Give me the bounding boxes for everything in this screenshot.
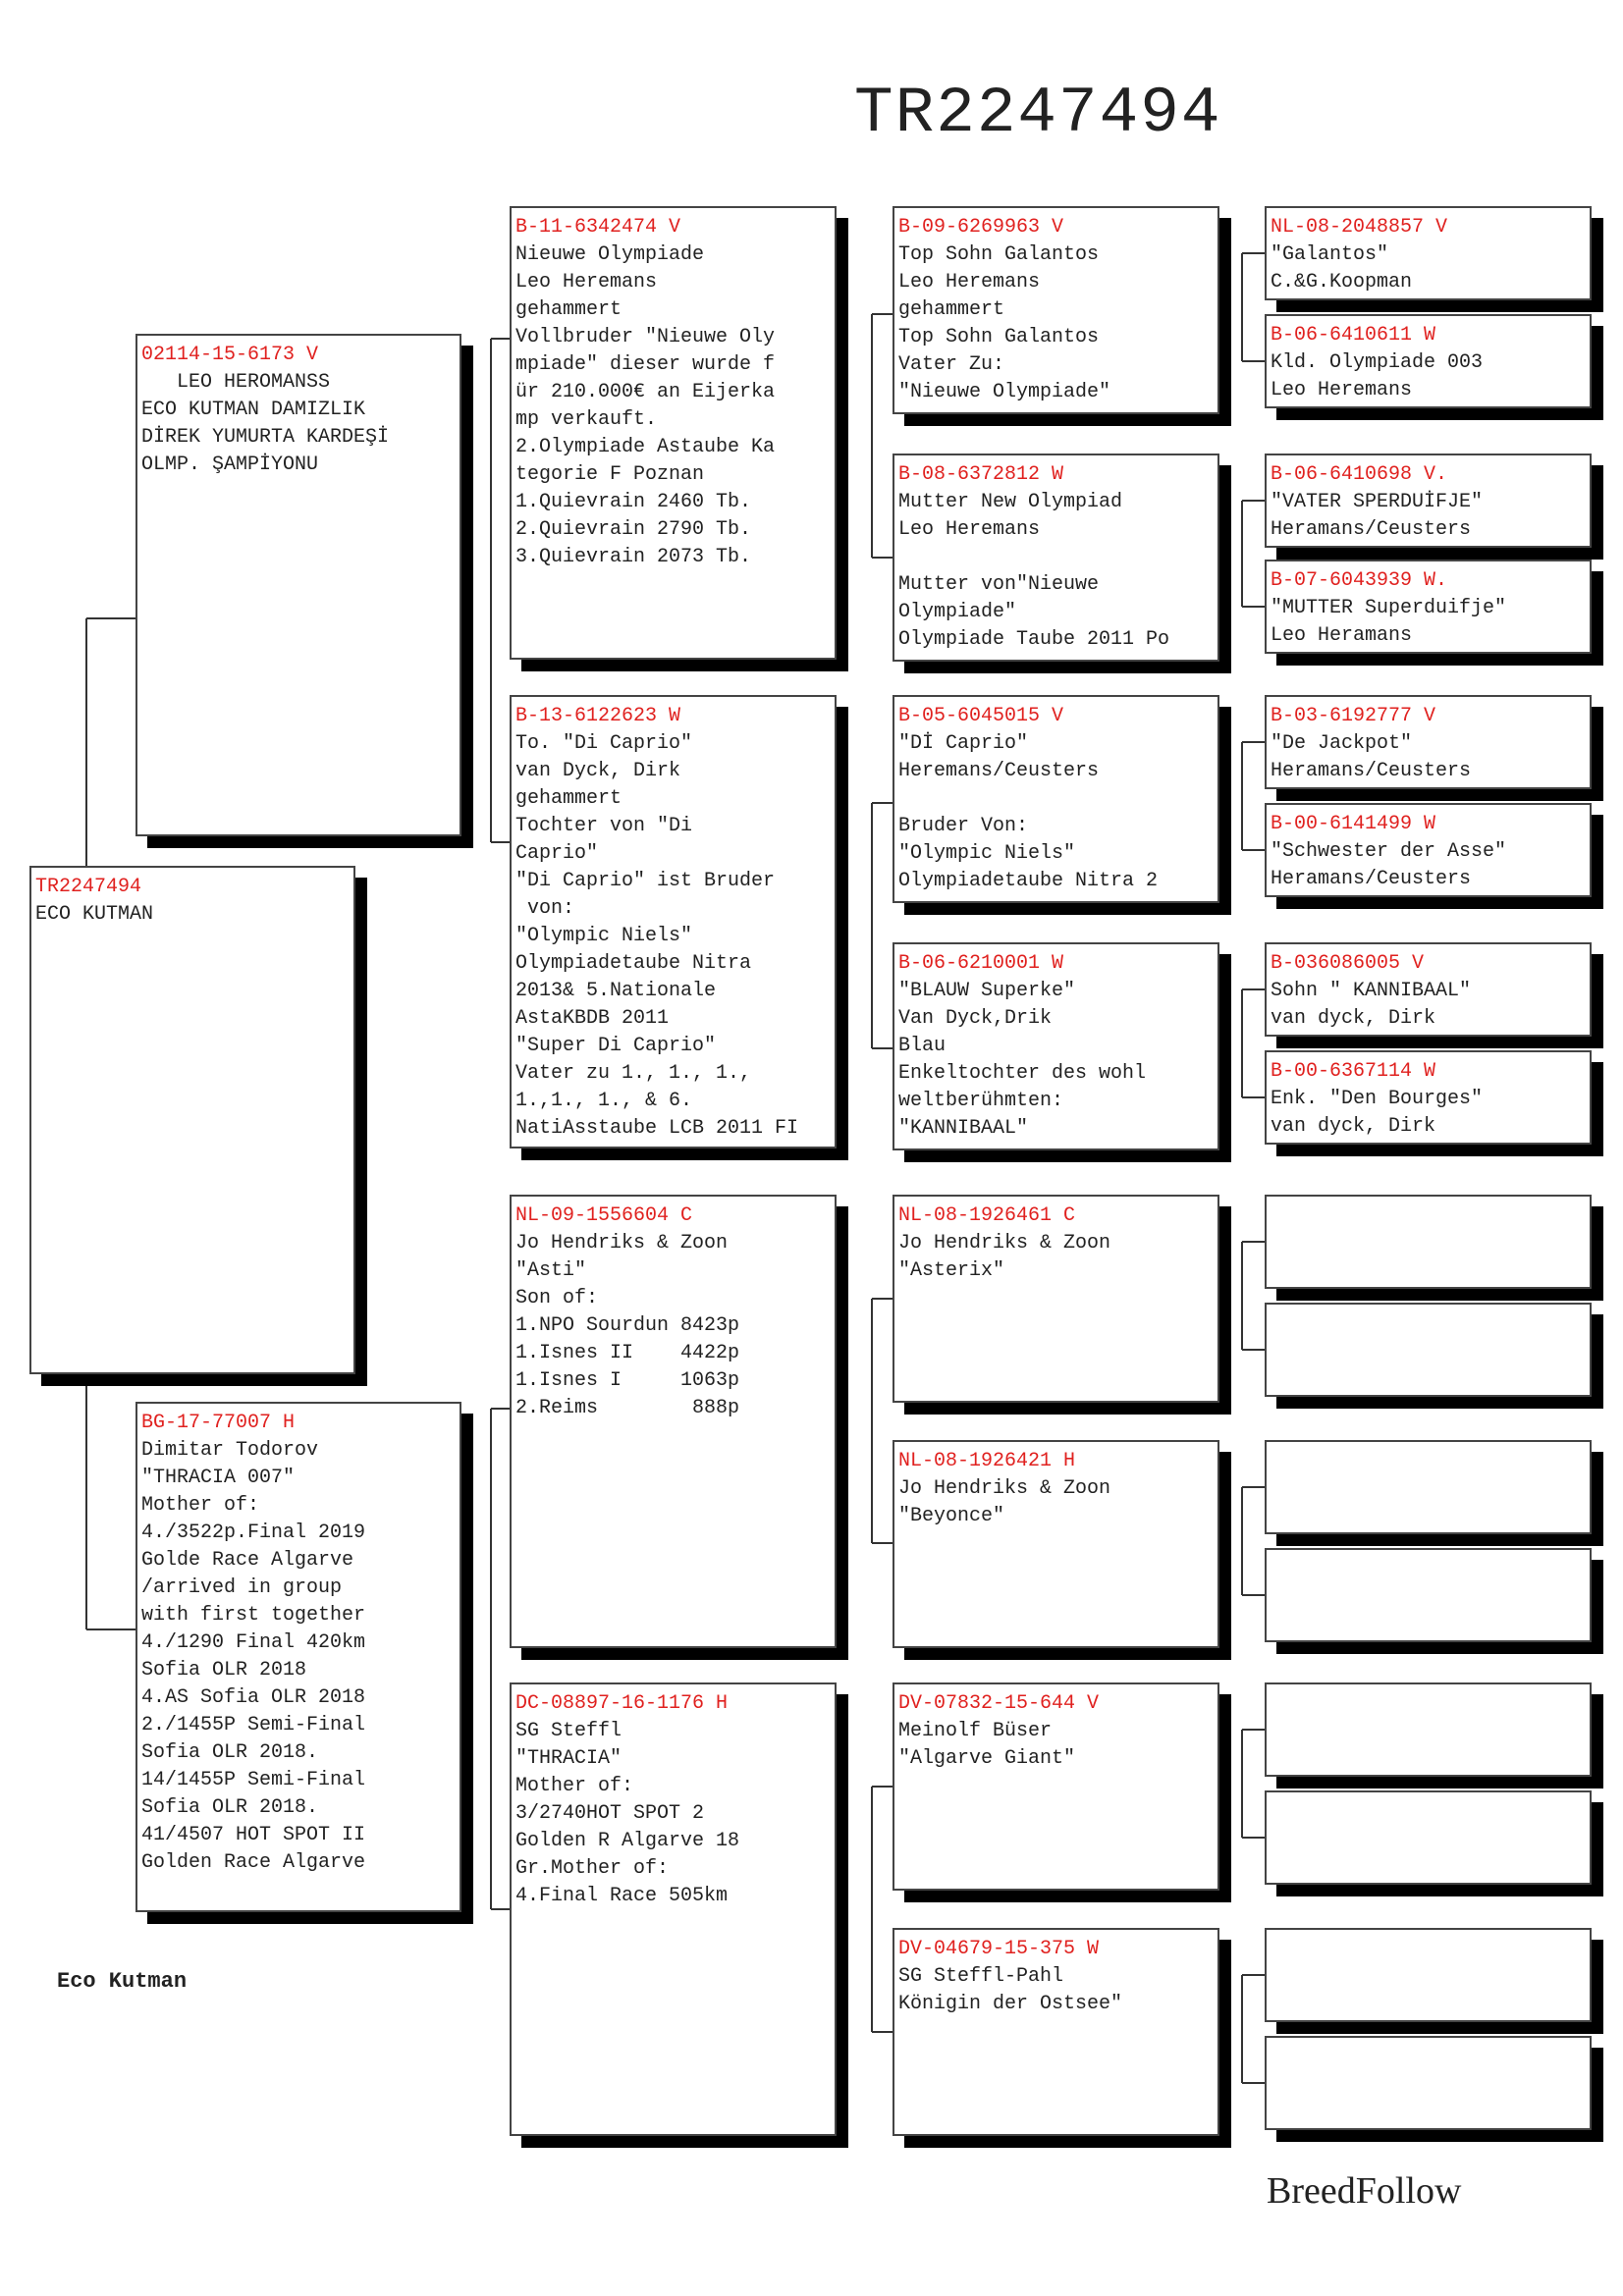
info-line: Mutter von"Nieuwe <box>898 573 1100 596</box>
ring-number: B-09-6269963 V <box>898 216 1064 239</box>
info-line: ECO KUTMAN DAMIZLIK <box>141 399 366 421</box>
info-line: Leo Heremans <box>515 271 658 294</box>
info-line: C.&G.Koopman <box>1271 271 1413 294</box>
info-line: Heramans/Ceusters <box>1271 760 1472 782</box>
info-line: gehammert <box>515 298 622 321</box>
info-line: gehammert <box>898 298 1005 321</box>
gg-grandparent-box <box>1265 1790 1592 1885</box>
info-line: Olympiade Taube 2011 Po <box>898 628 1170 651</box>
gg-grandparent-box <box>1265 1440 1592 1534</box>
info-line: Enkeltochter des wohl <box>898 1062 1147 1085</box>
info-line: Jo Hendriks & Zoon <box>898 1477 1111 1500</box>
ring-number: B-06-6410698 V. <box>1271 463 1448 486</box>
ring-number: BG-17-77007 H <box>141 1412 296 1434</box>
gg-grandparent-box <box>1265 1050 1592 1145</box>
info-line: SG Steffl <box>515 1720 622 1742</box>
info-line: NatiAsstaube LCB 2011 FI <box>515 1117 799 1140</box>
info-line: van dyck, Dirk <box>1271 1007 1436 1030</box>
info-line: mp verkauft. <box>515 408 658 431</box>
great-grandparent-box <box>893 1682 1219 1891</box>
info-line: To. "Di Caprio" <box>515 732 693 755</box>
info-line: 4./3522p.Final 2019 <box>141 1522 366 1544</box>
brand-logo-text: BreedFollow <box>1267 2170 1462 2212</box>
info-line: "Beyonce" <box>898 1505 1005 1527</box>
info-line: tegorie F Poznan <box>515 463 705 486</box>
info-line: 4.Final Race 505km <box>515 1885 729 1907</box>
info-line: Olympiade" <box>898 601 1017 623</box>
ring-number: B-05-6045015 V <box>898 705 1064 727</box>
info-line: "THRACIA 007" <box>141 1467 296 1489</box>
info-line <box>898 544 1214 571</box>
info-line: weltberühmten: <box>898 1090 1064 1112</box>
info-line: with first together <box>141 1604 366 1627</box>
info-line: 2.Reims 888p <box>515 1397 740 1419</box>
info-line: AstaKBDB 2011 <box>515 1007 670 1030</box>
info-line: Vollbruder "Nieuwe Oly <box>515 326 776 348</box>
info-line: Enk. "Den Bourges" <box>1271 1088 1484 1110</box>
great-grandparent-box <box>893 1928 1219 2136</box>
info-line: "Super Di Caprio" <box>515 1035 717 1057</box>
info-line: Sohn " KANNIBAAL" <box>1271 980 1472 1002</box>
gg-grandparent-box <box>1265 803 1592 897</box>
info-line: Heramans/Ceusters <box>1271 868 1472 890</box>
ring-number: B-03-6192777 V <box>1271 705 1436 727</box>
info-line: Sofia OLR 2018 <box>141 1659 307 1682</box>
great-grandparent-box <box>893 942 1219 1150</box>
info-line: Olympiadetaube Nitra <box>515 952 752 975</box>
info-line: 1.,1., 1., & 6. <box>515 1090 693 1112</box>
ring-number: B-06-6210001 W <box>898 952 1064 975</box>
info-line: Leo Heramans <box>1271 624 1413 647</box>
info-line: 2./1455P Semi-Final <box>141 1714 366 1736</box>
info-line: Heremans/Ceusters <box>898 760 1100 782</box>
info-line: SG Steffl-Pahl <box>898 1965 1064 1988</box>
ring-number: DV-07832-15-644 V <box>898 1692 1100 1715</box>
grandparent-box <box>510 206 837 660</box>
dam-box <box>135 1402 461 1912</box>
info-line: Golden Race Algarve <box>141 1851 366 1874</box>
info-line: "Dİ Caprio" <box>898 732 1029 755</box>
info-line: OLMP. ŞAMPİYONU <box>141 454 319 476</box>
info-line: "VATER SPERDUİFJE" <box>1271 491 1484 513</box>
info-line: Leo Heremans <box>898 518 1041 541</box>
info-line: 2.Olympiade Astaube Ka <box>515 436 776 458</box>
info-line: 3/2740HOT SPOT 2 <box>515 1802 705 1825</box>
info-line: mpiade" dieser wurde f <box>515 353 776 376</box>
info-line: 1.Isnes I 1063p <box>515 1369 740 1392</box>
info-line: Golden R Algarve 18 <box>515 1830 740 1852</box>
info-line: Dimitar Todorov <box>141 1439 319 1462</box>
info-line: Son of: <box>515 1287 599 1309</box>
ring-number: NL-08-1926421 H <box>898 1450 1076 1472</box>
info-line: 14/1455P Semi-Final <box>141 1769 366 1791</box>
info-line: Kld. Olympiade 003 <box>1271 351 1484 374</box>
info-line: 2.Quievrain 2790 Tb. <box>515 518 752 541</box>
grandparent-box <box>510 695 837 1148</box>
great-grandparent-box <box>893 206 1219 414</box>
info-line: Leo Heremans <box>898 271 1041 294</box>
info-line: Jo Hendriks & Zoon <box>898 1232 1111 1255</box>
info-line: Vater zu 1., 1., 1., <box>515 1062 752 1085</box>
great-grandparent-box <box>893 1440 1219 1648</box>
sire-box <box>135 334 461 836</box>
info-line: gehammert <box>515 787 622 810</box>
gg-grandparent-box <box>1265 560 1592 654</box>
info-line: 4.AS Sofia OLR 2018 <box>141 1686 366 1709</box>
info-line: "Asti" <box>515 1259 587 1282</box>
info-line: 1.Quievrain 2460 Tb. <box>515 491 752 513</box>
ring-number: B-08-6372812 W <box>898 463 1064 486</box>
ring-number: B-11-6342474 V <box>515 216 681 239</box>
info-line: 3.Quievrain 2073 Tb. <box>515 546 752 568</box>
gg-grandparent-box <box>1265 206 1592 300</box>
ring-number: TR2247494 <box>35 876 142 898</box>
info-line: van dyck, Dirk <box>1271 1115 1436 1138</box>
info-line: Sofia OLR 2018. <box>141 1741 319 1764</box>
info-line: "Galantos" <box>1271 243 1389 266</box>
info-line: Van Dyck,Drik <box>898 1007 1053 1030</box>
ring-number: B-06-6410611 W <box>1271 324 1436 347</box>
info-line: Bruder Von: <box>898 815 1029 837</box>
subject-box <box>29 866 355 1374</box>
info-line: "Di Caprio" ist Bruder <box>515 870 776 892</box>
info-line: "De Jackpot" <box>1271 732 1413 755</box>
gg-grandparent-box <box>1265 1682 1592 1777</box>
info-line: "Olympic Niels" <box>515 925 693 947</box>
grandparent-box <box>510 1195 837 1648</box>
gg-grandparent-box <box>1265 454 1592 548</box>
gg-grandparent-box <box>1265 1928 1592 2022</box>
info-line: Top Sohn Galantos <box>898 243 1100 266</box>
info-line: Caprio" <box>515 842 599 865</box>
info-line: Leo Heremans <box>1271 379 1413 401</box>
ring-number: B-07-6043939 W. <box>1271 569 1448 592</box>
gg-grandparent-box <box>1265 1548 1592 1642</box>
info-line: "Asterix" <box>898 1259 1005 1282</box>
ring-number: B-13-6122623 W <box>515 705 681 727</box>
ring-number: B-00-6367114 W <box>1271 1060 1436 1083</box>
info-line: 2013& 5.Nationale <box>515 980 717 1002</box>
great-grandparent-box <box>893 454 1219 662</box>
info-line: DİREK YUMURTA KARDEŞİ <box>141 426 390 449</box>
info-line: LEO HEROMANSS <box>141 371 331 394</box>
gg-grandparent-box <box>1265 695 1592 789</box>
info-line: van Dyck, Dirk <box>515 760 681 782</box>
info-line: "Algarve Giant" <box>898 1747 1076 1770</box>
info-line: Sofia OLR 2018. <box>141 1796 319 1819</box>
ring-number: DC-08897-16-1176 H <box>515 1692 729 1715</box>
info-line: Mother of: <box>141 1494 260 1517</box>
ring-number: NL-08-2048857 V <box>1271 216 1448 239</box>
ring-number: B-00-6141499 W <box>1271 813 1436 835</box>
info-line: Olympiadetaube Nitra 2 <box>898 870 1159 892</box>
info-line: "KANNIBAAL" <box>898 1117 1029 1140</box>
info-line: Top Sohn Galantos <box>898 326 1100 348</box>
gg-grandparent-box <box>1265 1303 1592 1397</box>
info-line: Mutter New Olympiad <box>898 491 1123 513</box>
info-line: Mother of: <box>515 1775 634 1797</box>
info-line: Tochter von "Di <box>515 815 693 837</box>
info-line: Nieuwe Olympiade <box>515 243 705 266</box>
info-line: Heramans/Ceusters <box>1271 518 1472 541</box>
info-line: /arrived in group <box>141 1576 343 1599</box>
info-line: ür 210.000€ an Eijerka <box>515 381 776 403</box>
ring-number: B-036086005 V <box>1271 952 1425 975</box>
info-line: Meinolf Büser <box>898 1720 1053 1742</box>
info-line: Königin der Ostsee" <box>898 1993 1123 2015</box>
info-line: "MUTTER Superduifje" <box>1271 597 1507 619</box>
info-line: "Nieuwe Olympiade" <box>898 381 1111 403</box>
info-line: 1.Isnes II 4422p <box>515 1342 740 1364</box>
info-line: "Olympic Niels" <box>898 842 1076 865</box>
info-line <box>898 785 1214 813</box>
ring-number: NL-08-1926461 C <box>898 1204 1076 1227</box>
info-line: Blau <box>898 1035 947 1057</box>
info-line: Jo Hendriks & Zoon <box>515 1232 729 1255</box>
info-line: Golde Race Algarve <box>141 1549 354 1572</box>
gg-grandparent-box <box>1265 314 1592 408</box>
info-line: "BLAUW Superke" <box>898 980 1076 1002</box>
info-line: 41/4507 HOT SPOT II <box>141 1824 366 1846</box>
gg-grandparent-box <box>1265 942 1592 1037</box>
info-line: von: <box>515 897 575 920</box>
info-line: Vater Zu: <box>898 353 1005 376</box>
info-line: "THRACIA" <box>515 1747 622 1770</box>
ring-number: DV-04679-15-375 W <box>898 1938 1100 1960</box>
great-grandparent-box <box>893 1195 1219 1403</box>
great-grandparent-box <box>893 695 1219 903</box>
info-line: 1.NPO Sourdun 8423p <box>515 1314 740 1337</box>
grandparent-box <box>510 1682 837 2136</box>
info-line: ECO KUTMAN <box>35 903 154 926</box>
owner-name: Eco Kutman <box>57 1969 188 1994</box>
info-line: Gr.Mother of: <box>515 1857 670 1880</box>
info-line: 4./1290 Final 420km <box>141 1631 366 1654</box>
gg-grandparent-box <box>1265 2036 1592 2130</box>
info-line: "Schwester der Asse" <box>1271 840 1507 863</box>
ring-number: 02114-15-6173 V <box>141 344 319 366</box>
gg-grandparent-box <box>1265 1195 1592 1289</box>
ring-number: NL-09-1556604 C <box>515 1204 693 1227</box>
page-title: TR2247494 <box>854 77 1222 150</box>
